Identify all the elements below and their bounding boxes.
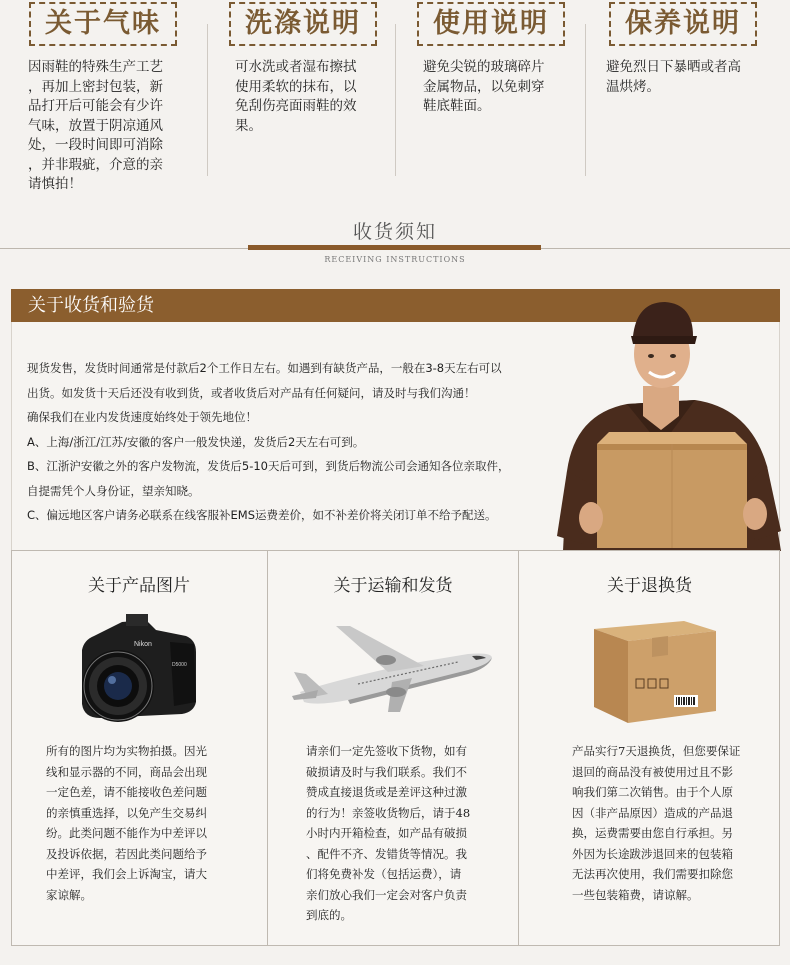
- care-divider: [395, 24, 396, 176]
- care-line: 避免尖锐的玻璃碎片: [423, 59, 545, 75]
- care-line: 可水洗或者湿布擦拭: [235, 59, 357, 75]
- column-line: 一些包装箱费，请谅解。: [572, 887, 699, 902]
- care-line: ，并非瑕疵，介意的亲: [28, 156, 163, 173]
- receiving-line: 出货。如发货十天后还没有收到货，或者收货后对产品有任何疑问，请及时与我们沟通！: [27, 385, 476, 400]
- care-line: 避免烈日下暴晒或者高: [606, 59, 741, 75]
- receiving-panel-header: 关于收货和验货: [11, 289, 780, 322]
- column-line: 外因为长途跋涉退回来的包装箱: [572, 846, 733, 861]
- column-line: 一定色差，请不能接收色差问题: [46, 785, 207, 799]
- column-line: 的行为！亲签收货物后，请于48: [306, 805, 471, 820]
- care-line: 品打开后可能会有少许: [28, 98, 163, 114]
- receiving-subtitle: RECEIVING INSTRUCTIONS: [324, 255, 466, 264]
- care-line: 气味，放置于阴凉通风: [28, 117, 163, 134]
- column-line: 及投诉依据，若因此类问题给予: [46, 846, 207, 861]
- receiving-line: 自提需凭个人身份证，望亲知晓。: [27, 483, 200, 498]
- receiving-line: 现货发售，发货时间通常是付款后2个工作日左右。如遇到有缺货产品，一般在3-8天左右可以: [27, 361, 502, 375]
- receiving-line: C、偏远地区客户请务必联系在线客服补EMS运费差价，如不补差价将关闭订单不给予配送。: [27, 508, 497, 522]
- column-divider: [267, 550, 268, 946]
- care-text-maintenance: [606, 58, 776, 97]
- column-line: 亲们放心我们一定会对客户负责: [306, 887, 467, 902]
- care-line: 处，一段时间即可消除: [28, 137, 163, 153]
- column-title-returns: 关于退换货: [607, 576, 692, 596]
- care-line: 果。: [235, 117, 262, 134]
- care-text-smell: [28, 58, 188, 195]
- care-line: 免刮伤亮面雨鞋的效: [235, 98, 357, 114]
- column-title-product-images: 关于产品图片: [88, 576, 190, 596]
- care-line: 鞋底鞋面。: [423, 98, 491, 114]
- receiving-line: 确保我们在业内发货速度始终处于领先地位！: [27, 410, 257, 424]
- delivery-man-image: [545, 296, 790, 551]
- receiving-title: 收货须知: [352, 221, 437, 243]
- care-line: 温烘烤。: [606, 78, 660, 95]
- column-line: 线和显示器的不同，商品会出现: [46, 764, 207, 779]
- column-line: 因（非产品原因）造成的产品退: [572, 805, 733, 820]
- receiving-accent-bar: [248, 245, 541, 250]
- column-divider: [518, 550, 519, 946]
- column-line: 破损请及时与我们联系。我们不: [306, 764, 467, 779]
- receiving-line: B、江浙沪安徽之外的客户发物流，发货后5-10天后可到，到货后物流公司会通知各位亲取件，: [27, 459, 510, 473]
- care-title-maintenance: 保养说明: [609, 2, 757, 46]
- column-line: 中差评，我们会上诉淘宝，请大: [46, 867, 207, 881]
- cardboard-box-image: [588, 615, 722, 727]
- column-text-shipping: [306, 741, 506, 926]
- care-line: 请慎拍！: [28, 176, 82, 192]
- receiving-line: A、上海/浙江/江苏/安徽的客户一般发快递，发货后2天左右可到。: [27, 434, 365, 449]
- column-line: 的亲慎重选择，以免产生交易纠: [46, 805, 207, 820]
- camera-model-label: D5000: [172, 662, 187, 668]
- column-title-shipping: 关于运输和发货: [333, 576, 453, 596]
- column-line: 到底的。: [306, 908, 352, 922]
- care-title-smell: 关于气味: [29, 2, 177, 46]
- care-text-usage: [423, 58, 573, 117]
- column-line: 们将免费补发（包括运费），请: [306, 867, 462, 881]
- column-line: 产品实行7天退换货，但您要保证: [572, 744, 741, 758]
- care-line: ，再加上密封包装，新: [28, 78, 163, 95]
- care-text-washing: [235, 58, 385, 136]
- column-line: 换，运费需要由您自行承担。另: [572, 826, 733, 840]
- care-title-washing: 洗涤说明: [229, 2, 377, 46]
- column-line: 响我们第二次销售。由于个人原: [572, 785, 733, 799]
- care-line: 因雨鞋的特殊生产工艺: [28, 59, 163, 75]
- receiving-panel-text: [27, 356, 547, 528]
- care-line: 金属物品，以免刺穿: [423, 78, 545, 95]
- column-line: 小时内开箱检查，如产品有破损: [306, 826, 467, 840]
- column-line: 请亲们一定先签收下货物，如有: [306, 744, 467, 758]
- column-line: 家谅解。: [46, 887, 92, 902]
- column-line: 无法再次使用，我们需要扣除您: [572, 867, 733, 881]
- care-divider: [207, 24, 208, 176]
- column-text-returns: [572, 741, 772, 905]
- care-section: [0, 0, 790, 200]
- column-line: 所有的图片均为实物拍摄。因光: [46, 744, 207, 758]
- care-title-usage: 使用说明: [417, 2, 565, 46]
- camera-image: [74, 606, 204, 730]
- column-line: 赞成直接退货或是差评这种过激: [306, 785, 467, 799]
- column-text-product-images: [46, 741, 246, 905]
- column-line: 、配件不齐、发错货等情况。我: [306, 846, 467, 861]
- column-line: 退回的商品没有被使用过且不影: [572, 764, 733, 779]
- care-line: 使用柔软的抹布，以: [235, 78, 357, 95]
- camera-brand-label: Nikon: [134, 641, 152, 648]
- airplane-image: [288, 620, 496, 716]
- care-divider: [585, 24, 586, 176]
- column-line: 纷。此类问题不能作为中差评以: [46, 826, 207, 840]
